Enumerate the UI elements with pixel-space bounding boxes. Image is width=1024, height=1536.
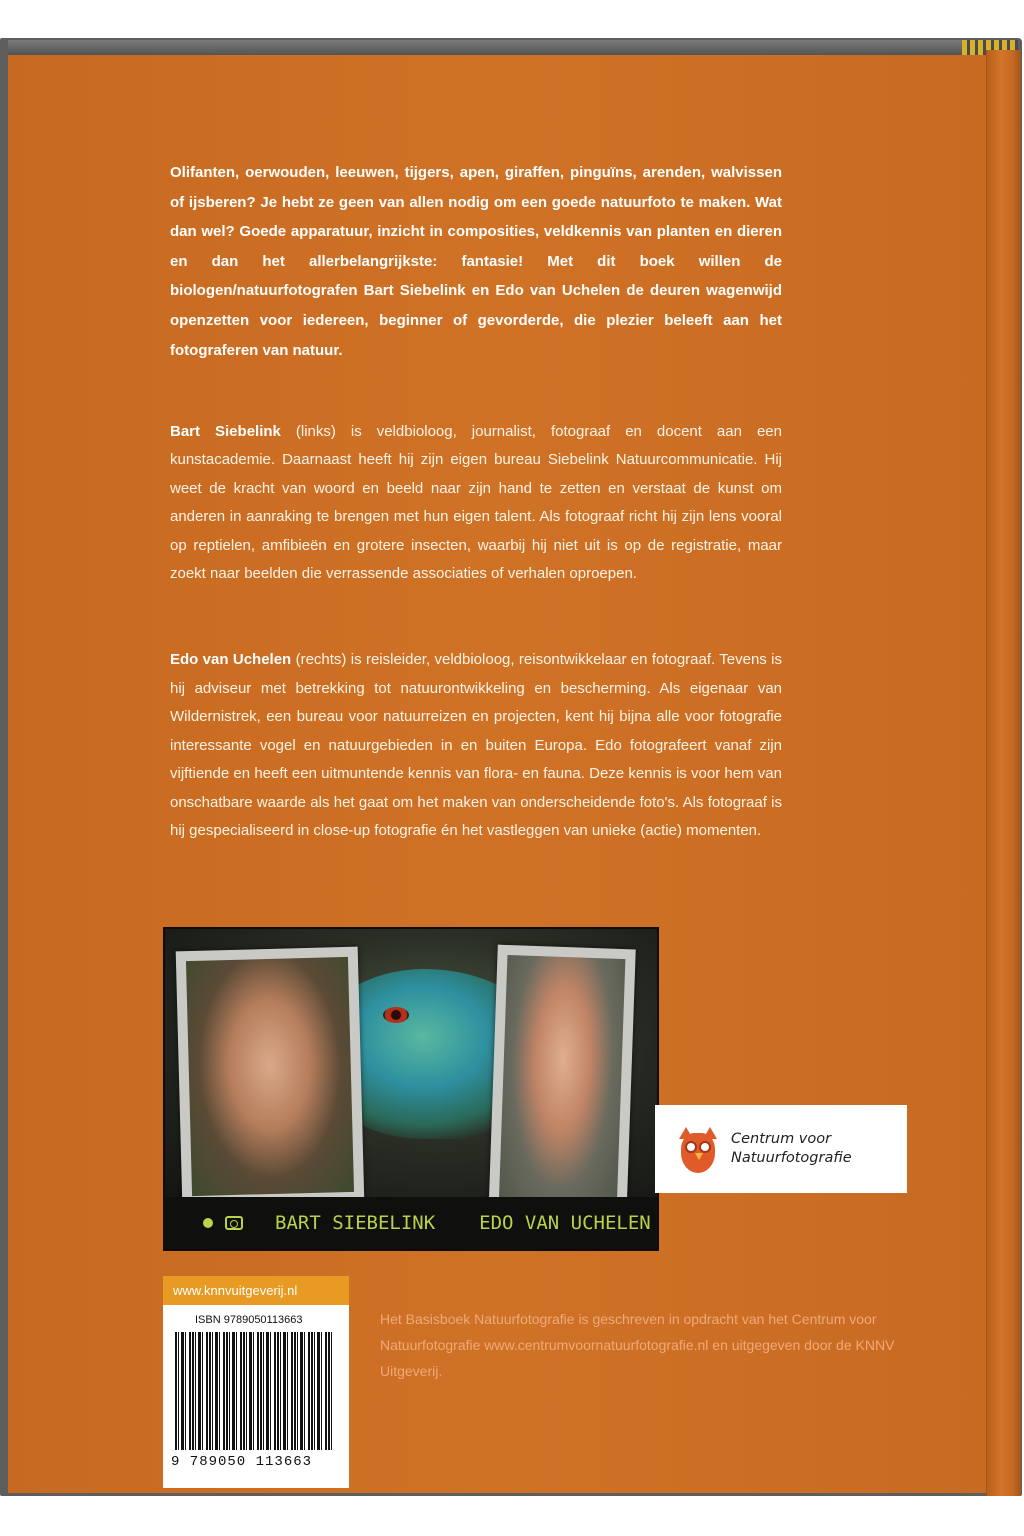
label-edo: EDO VAN UCHELEN	[479, 1212, 651, 1234]
barcode	[175, 1332, 333, 1450]
logo-line-2: Natuurfotografie	[731, 1150, 852, 1166]
author-photo	[163, 927, 659, 1251]
barcode-digits: 9 789050 113663	[171, 1454, 313, 1470]
isbn-label: ISBN 9789050113663	[195, 1314, 303, 1326]
portrait-edo	[499, 955, 626, 1214]
bio-edo-text: (rechts) is reisleider, veldbioloog, reisontwikkelaar en fotograaf. Tevens is hij adviseur met betrekking tot natuurontwikkeling en bescherming. Als eigenaar van Wildernistrek, een bureau voor natuurreizen en projecten, kent hij bijna alle voor fotografie interessante vogel en natuurgebieden in en buiten Europa. Edo fotografeert vanaf zijn vijftiende en heeft een uitmuntende kennis van flora- en fauna. Deze kennis is voor hem van onschatbare waarde als het gaat om het maken van onderscheidende foto's. Als fotograaf is hij gespecialiseerd in close-up fotografie én het vastleggen van unieke (actie) momenten.	[170, 651, 782, 839]
book-spine	[986, 50, 1021, 1496]
bio-bart-name: Bart Siebelink	[170, 423, 281, 440]
frame-edo	[488, 945, 636, 1225]
intro-text: Olifanten, oerwouden, leeuwen, tijgers, apen, giraffen, pinguïns, arenden, walvissen of ijsberen? Je hebt ze geen van allen nodig om een goede natuurfoto te maken. Wat dan wel? Goede apparatuur, inzicht in composities, veldkennis van planten en dieren en dan het allerbelangrijkste: fantasie! Met dit boek willen de biologen/natuurfotografen Bart Siebelink en Edo van Uchelen de deuren wagenwijd openzetten voor iedereen, beginner of gevorderde, die plezier beleeft aan het fotograferen van natuur.	[170, 164, 782, 359]
publisher-logo	[655, 1105, 907, 1193]
lizard-eye	[383, 1007, 409, 1023]
bio-edo-name: Edo van Uchelen	[170, 651, 292, 668]
viewfinder-bar	[165, 1197, 657, 1249]
camera-icon	[225, 1216, 243, 1230]
barcode-panel	[163, 1276, 349, 1488]
portrait-bart	[186, 957, 354, 1196]
logo-line-1: Centrum voor	[731, 1131, 832, 1147]
credit-text: Het Basisboek Natuurfotografie is geschreven in opdracht van het Centrum voor Natuurfotografie www.centrumvoornatuurfotografie.nl en uitgegeven door de KNNV Uitgeverij.	[380, 1311, 895, 1379]
green-dot-icon	[203, 1218, 213, 1228]
bio-edo	[170, 646, 782, 846]
label-bart: BART SIEBELINK	[275, 1212, 436, 1234]
logo-text	[731, 1130, 852, 1168]
frame-bart	[176, 947, 365, 1207]
publisher-url: www.knnvuitgeverij.nl	[163, 1276, 349, 1305]
bio-bart-text: (links) is veldbioloog, journalist, fotograaf en docent aan een kunstacademie. Daarnaast heeft hij zijn eigen bureau Siebelink Natuurcommunicatie. Hij weet de kracht van woord en beeld naar zijn hand te zetten en verstaat de kunst om anderen in aanraking te brengen met hun eigen talent. Als fotograaf richt hij zijn lens vooral op reptielen, amfibieën en grotere insecten, waarbij hij niet uit is op de registratie, maar zoekt naar beelden die verrassende associaties of verhalen oproepen.	[170, 423, 782, 583]
owl-icon	[677, 1125, 719, 1173]
bio-bart	[170, 418, 782, 588]
